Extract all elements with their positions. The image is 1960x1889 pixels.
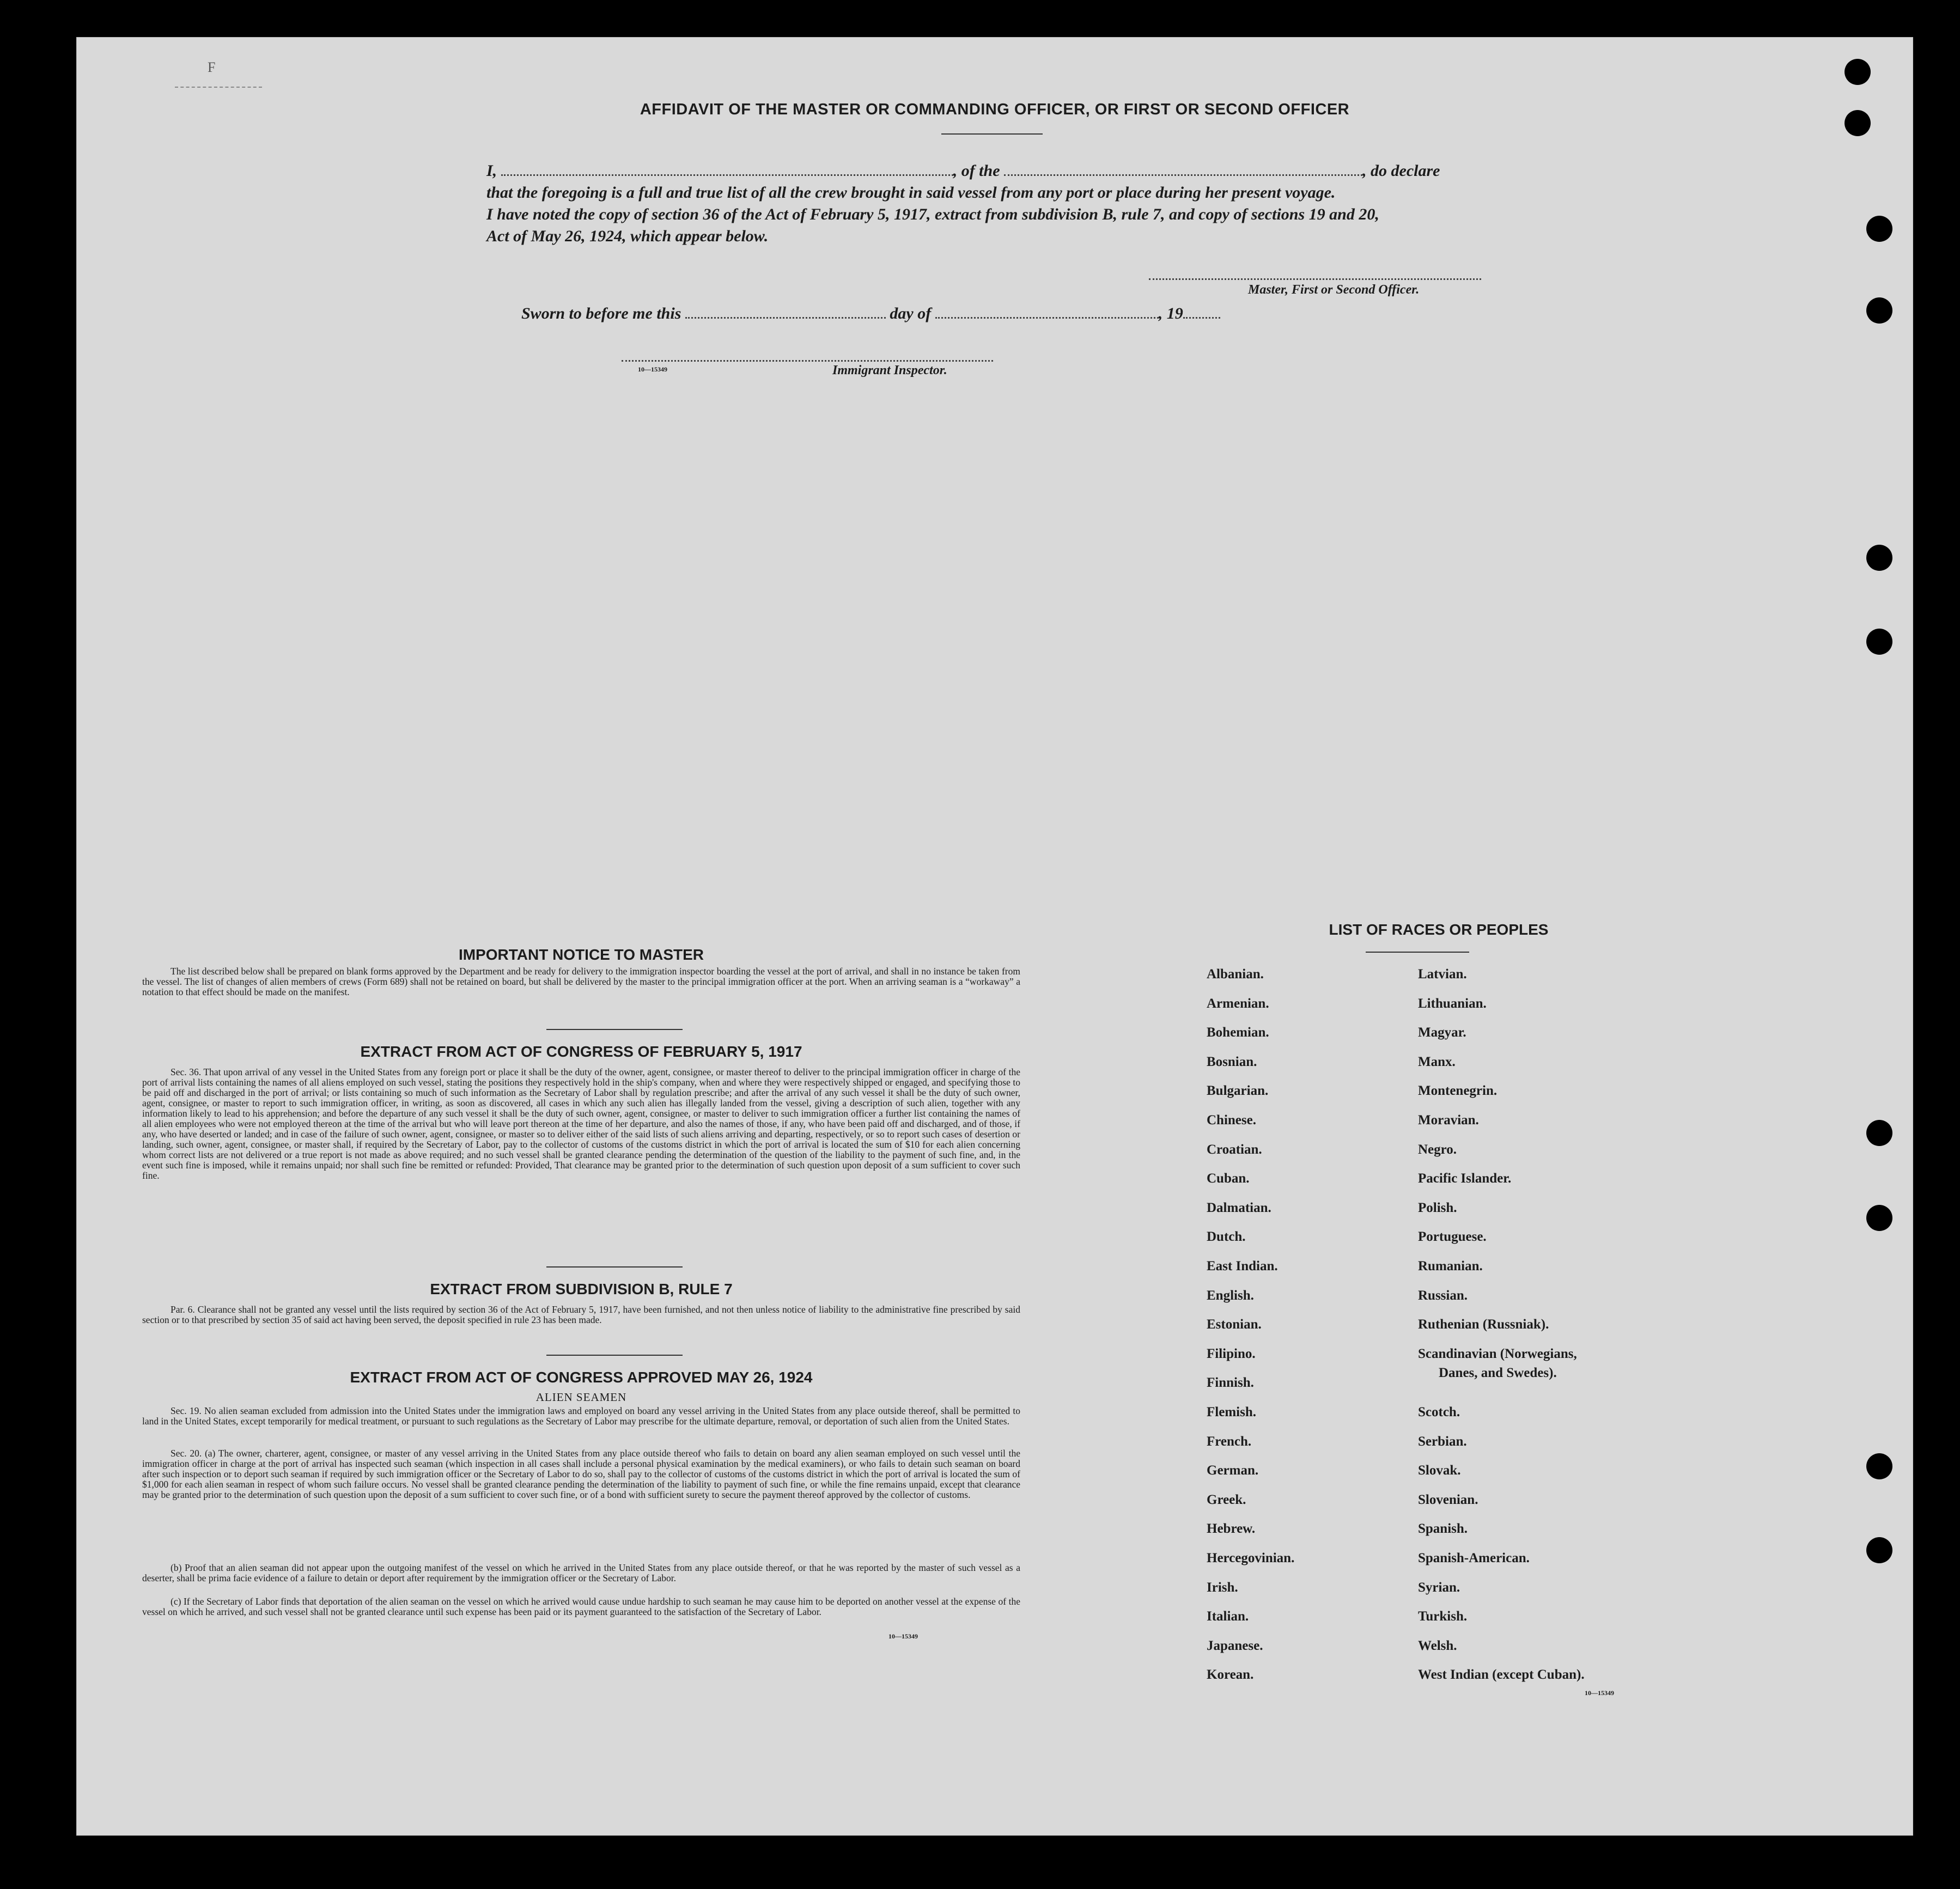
race-item: Danes, and Swedes). xyxy=(1439,1366,1557,1380)
sec19-text: Sec. 19. No alien seaman excluded from admission into the United States under the immigration laws and employed on board any vessel arriving in the United States from any place outside thereof, shall be permitted to land in the United States, except temporarily for medical treatment, or pursuant to such regulations as the Secretary of Labor may prescribe for the ultimate departure, removal, or deportation of such alien from the United States. xyxy=(142,1405,1020,1427)
extract-1917-title: EXTRACT FROM ACT OF CONGRESS OF FEBRUARY 5, 1917 xyxy=(360,1043,802,1060)
race-item: Chinese. xyxy=(1207,1113,1256,1128)
races-form-number: 10—15349 xyxy=(1585,1689,1614,1697)
race-item: Scotch. xyxy=(1418,1405,1460,1419)
race-item: Slovak. xyxy=(1418,1463,1461,1478)
inspector-caption: Immigrant Inspector. xyxy=(832,363,947,377)
race-item: Japanese. xyxy=(1207,1638,1263,1653)
races-title: LIST OF RACES OR PEOPLES xyxy=(1329,921,1549,938)
sec20a-text: Sec. 20. (a) The owner, charterer, agent, consignee, or master of any vessel arriving in the United States from any place outside thereof who fails to detain on board any alien seaman employed on such vessel until the immigration officer in charge at the port of arrival has inspected such seaman (which inspection in all cases shall include a personal physical examination by the medical examiners), or who fails to detain such seaman on board after such inspection or to deport such seaman if required by such immigration officer or the Secretary of Labor to do so, shall pay to the collector of customs of the customs district in which the port of arrival is located the sum of $1,000 for each alien seaman in respect of whom such failure occurs. No vessel shall be granted clearance pending the determination of the liability to payment of such fine, or while the fine remains unpaid, except that clearance may be granted prior to the determination of such question upon the deposit of a sum sufficient to cover such fine, or of a bond with sufficient surety to secure the payment thereof approved by the collector of customs. xyxy=(142,1448,1020,1500)
sec20c-text: (c) If the Secretary of Labor finds that deportation of the alien seaman on the vessel on which he arrived would cause undue hardship to such seaman he may cause him to be deported on another vessel at the expense of the vessel on which he arrived, and such vessel shall not be granted clearance until such expense has been paid or its payment guaranteed to the satisfaction of the Secretary of Labor. xyxy=(142,1596,1020,1617)
affidavit-line2: that the foregoing is a full and true list of all the crew brought in said vessel from any port or place during her present voyage. xyxy=(486,184,1336,202)
header-scrap-line xyxy=(175,87,262,88)
race-item: Pacific Islander. xyxy=(1418,1171,1512,1186)
races-title-rule xyxy=(1366,952,1469,953)
race-item: Filipino. xyxy=(1207,1346,1256,1361)
race-item: German. xyxy=(1207,1463,1259,1478)
race-item: Bosnian. xyxy=(1207,1055,1257,1069)
sworn-line xyxy=(521,304,1220,323)
sworn-month-field[interactable] xyxy=(935,317,1159,319)
notice-text: The list described below shall be prepared on blank forms approved by the Department and be ready for delivery to the immigration inspector boarding the vessel at the port of arrival, and shall in no instance be taken from the vessel. The list of changes of alien members of crews (Form 689) shall not be retained on board, but shall be delivered by the master to the principal immigration officer at the port. When an arriving seaman is a “workaway” a notation to that effect should be made on the manifest. xyxy=(142,966,1020,997)
name-field[interactable] xyxy=(501,174,953,176)
affidavit-line4: Act of May 26, 1924, which appear below. xyxy=(486,227,769,245)
race-item: East Indian. xyxy=(1207,1259,1278,1273)
affidavit-title: AFFIDAVIT OF THE MASTER OR COMMANDING OFFICER, OR FIRST OR SECOND OFFICER xyxy=(640,101,1350,118)
race-item: Spanish-American. xyxy=(1418,1551,1530,1565)
race-item: Cuban. xyxy=(1207,1171,1250,1186)
race-item: Bohemian. xyxy=(1207,1025,1269,1040)
race-item: Italian. xyxy=(1207,1609,1249,1624)
race-item: Latvian. xyxy=(1418,967,1467,982)
race-item: Scandinavian (Norwegians, xyxy=(1418,1346,1577,1361)
race-item: Magyar. xyxy=(1418,1025,1466,1040)
notice-rule xyxy=(546,1029,683,1030)
do-declare-label: , do declare xyxy=(1362,162,1440,180)
binder-hole xyxy=(1845,110,1871,136)
race-item: Polish. xyxy=(1418,1201,1457,1215)
extract-rule7-text: Par. 6. Clearance shall not be granted any vessel until the lists required by section 36 of the Act of February 5, 1917, have been furnished, and not then unless notice of liability to the administrative fine prescribed by said section or to that prescribed by section 35 of said act having been served, the deposit specified in rule 23 has been made. xyxy=(142,1304,1020,1325)
race-item: Flemish. xyxy=(1207,1405,1256,1419)
race-item: Korean. xyxy=(1207,1667,1254,1682)
race-item: Rumanian. xyxy=(1418,1259,1483,1273)
race-item: Albanian. xyxy=(1207,967,1264,982)
extract-rule7-rule xyxy=(546,1355,683,1356)
race-item: Greek. xyxy=(1207,1492,1246,1507)
vessel-field[interactable] xyxy=(1004,174,1362,176)
race-item: Manx. xyxy=(1418,1055,1456,1069)
race-item: Hercegovinian. xyxy=(1207,1551,1295,1565)
affidavit-title-rule xyxy=(941,133,1043,135)
binder-hole xyxy=(1866,1205,1892,1231)
race-item: Negro. xyxy=(1418,1142,1457,1157)
signature-caption: Master, First or Second Officer. xyxy=(1248,283,1420,297)
sec20b-text: (b) Proof that an alien seaman did not appear upon the outgoing manifest of the vessel on which he arrived in the United States from any place outside thereof, or that he was reported by the master of such vessel as a deserter, shall be prima facie evidence of a failure to detain or deport after requirement by the immigration officer or the Secretary of Labor. xyxy=(142,1562,1020,1583)
document-sheet xyxy=(76,37,1913,1836)
binder-hole xyxy=(1866,629,1892,655)
race-item: Lithuanian. xyxy=(1418,996,1487,1011)
race-item: Montenegrin. xyxy=(1418,1083,1498,1098)
header-scrap: F xyxy=(208,59,216,75)
race-item: Spanish. xyxy=(1418,1521,1468,1536)
race-item: Dalmatian. xyxy=(1207,1201,1271,1215)
race-item: Estonian. xyxy=(1207,1317,1262,1332)
extract-1924-subtitle: ALIEN SEAMEN xyxy=(535,1391,627,1404)
extract-1917-rule xyxy=(546,1266,683,1268)
binder-hole xyxy=(1866,297,1892,324)
race-item: Finnish. xyxy=(1207,1375,1254,1390)
race-item: Moravian. xyxy=(1418,1113,1479,1128)
i-label: I, xyxy=(486,162,497,180)
year-label: , 19 xyxy=(1158,304,1183,322)
race-item: English. xyxy=(1207,1288,1254,1303)
inspector-signature-line[interactable] xyxy=(622,360,993,362)
extract-1924-title: EXTRACT FROM ACT OF CONGRESS APPROVED MAY 26, 1924 xyxy=(350,1369,813,1386)
affidavit-line3: I have noted the copy of section 36 of the Act of February 5, 1917, extract from subdivision B, rule 7, and copy of sections 19 and 20, xyxy=(486,205,1379,223)
sworn-year-field[interactable] xyxy=(1183,317,1220,319)
affidavit-form-number: 10—15349 xyxy=(638,365,667,373)
race-item: Syrian. xyxy=(1418,1580,1460,1595)
sworn-label: Sworn to before me this xyxy=(521,304,681,322)
race-item: Ruthenian (Russniak). xyxy=(1418,1317,1549,1332)
extract-form-number: 10—15349 xyxy=(888,1632,918,1640)
extract-1917-text: Sec. 36. That upon arrival of any vessel in the United States from any foreign port or place it shall be the duty of the owner, agent, consignee, or master thereof to deliver to the principal immigration officer in charge of the port of arrival lists containing the names of all aliens employed on such vessel, stating the positions they respectively hold in the ship's company, when and where they were respectively shipped or engaged, and specifying those to be paid off and discharged in the port of arrival; or lists containing so much of such information as the Secretary of Labor shall by regulation prescribe; and after the arrival of any such vessel it shall be the duty of such owner, agent, consignee, or master to report to such immigration officer, in writing, as soon as discovered, all cases in which any such alien has illegally landed from the vessel, giving a description of such alien, together with any information likely to lead to his apprehension; and before the departure of any such vessel it shall be the duty of such owner, agent, consignee, or master to deliver to such immigration officer a further list containing the names of all alien employees who were not employed thereon at the time of the arrival but who will leave port thereon at the time of her departure, and also the names of those, if any, who have been paid off and discharged, and of those, if any, who have deserted or landed; and in case of the failure of such owner, agent, consignee, or master so to deliver either of the said lists of such aliens arriving and departing, respectively, or so to report such cases of desertion or landing, such owner, agent, consignee, or master shall, if required by the Secretary of Labor, pay to the collector of customs of the customs district in which the port of arrival is located the sum of $10 for each alien concerning whom correct lists are not delivered or a true report is not made as above required; and no such vessel shall be granted clearance pending the determination of the question of the liability to the payment of such fine, and, in the event such fine is imposed, while it remains unpaid; nor shall such fine be remitted or refunded: Provided, That clearance may be granted prior to the determination of such question upon deposit of a sum sufficient to cover such fine. xyxy=(142,1067,1020,1181)
race-item: Hebrew. xyxy=(1207,1521,1256,1536)
signature-line[interactable] xyxy=(1149,278,1481,280)
race-item: Bulgarian. xyxy=(1207,1083,1269,1098)
race-item: Croatian. xyxy=(1207,1142,1262,1157)
affidavit-line1 xyxy=(486,162,1440,180)
of-the-label: , of the xyxy=(953,162,1000,180)
race-item: Irish. xyxy=(1207,1580,1238,1595)
race-item: Dutch. xyxy=(1207,1229,1246,1244)
extract-rule7-title: EXTRACT FROM SUBDIVISION B, RULE 7 xyxy=(430,1281,733,1297)
sworn-day-field[interactable] xyxy=(685,317,886,319)
binder-hole xyxy=(1866,545,1892,571)
binder-hole xyxy=(1866,1120,1892,1146)
notice-title: IMPORTANT NOTICE TO MASTER xyxy=(458,946,704,963)
race-item: Welsh. xyxy=(1418,1638,1457,1653)
race-item: Serbian. xyxy=(1418,1434,1467,1449)
binder-hole xyxy=(1866,216,1892,242)
race-item: Turkish. xyxy=(1418,1609,1468,1624)
day-of-label: day of xyxy=(890,304,932,322)
race-item: Russian. xyxy=(1418,1288,1468,1303)
binder-hole xyxy=(1866,1537,1892,1563)
race-item: Portuguese. xyxy=(1418,1229,1487,1244)
race-item: Slovenian. xyxy=(1418,1492,1478,1507)
binder-hole xyxy=(1845,59,1871,85)
race-item: West Indian (except Cuban). xyxy=(1418,1667,1585,1682)
race-item: French. xyxy=(1207,1434,1252,1449)
binder-hole xyxy=(1866,1453,1892,1479)
race-item: Armenian. xyxy=(1207,996,1269,1011)
